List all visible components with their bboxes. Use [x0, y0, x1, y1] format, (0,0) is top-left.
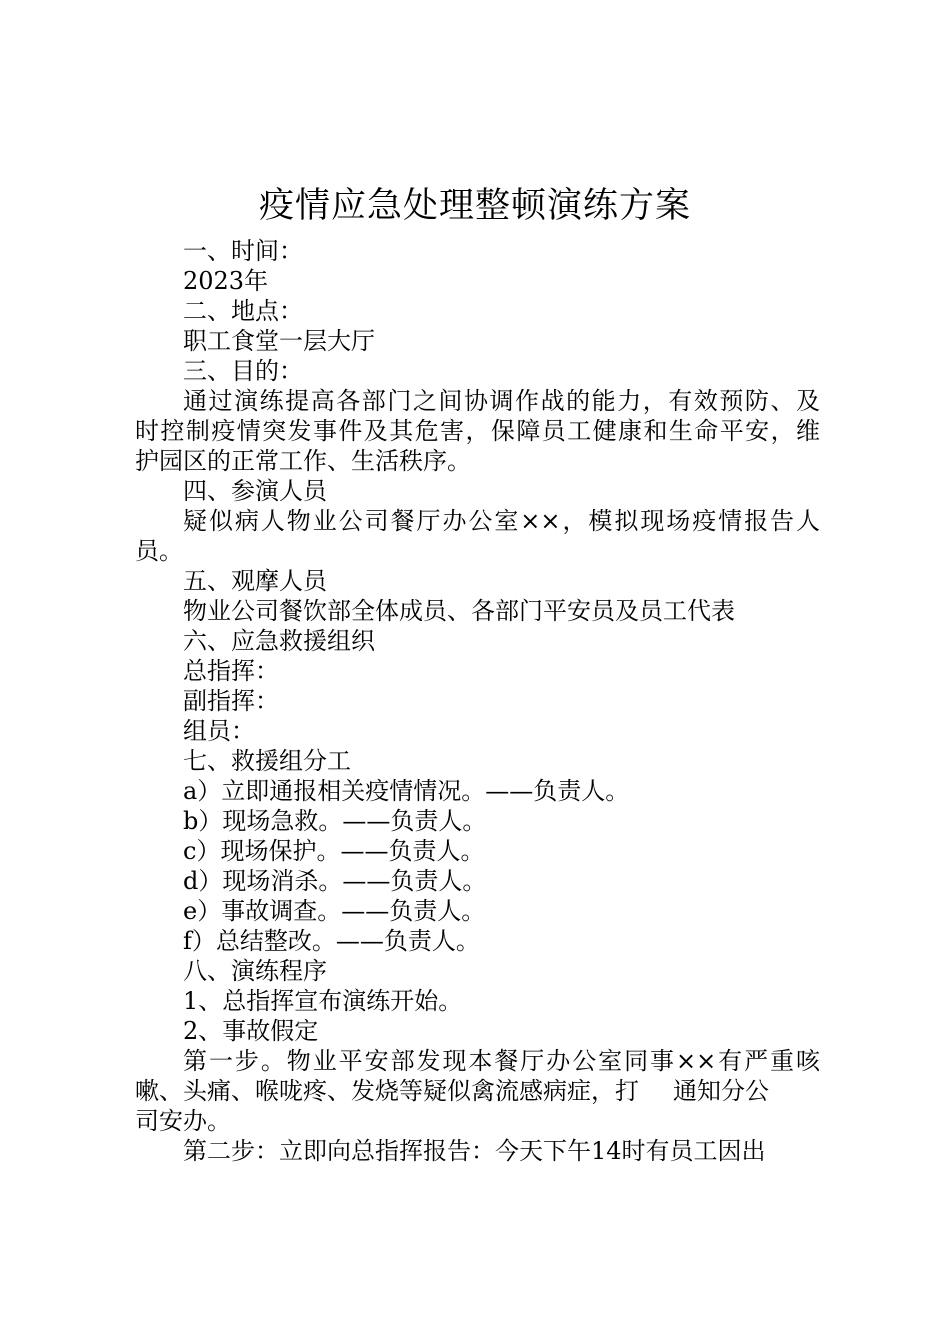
paragraph-purpose-line-3: 护园区的正常工作、生活秩序。 — [135, 447, 471, 475]
document-body — [135, 236, 820, 1166]
list-item-d: d）现场消杀。——负责人。 — [183, 867, 487, 895]
paragraph-time: 2023年 — [183, 267, 269, 295]
paragraph-purpose-line-1: 通过演练提高各部门之间协调作战的能力，有效预防、及 — [183, 387, 820, 415]
paragraph-step-one-line-2 — [135, 1076, 820, 1106]
section-heading-rescue-division: 七、救援组分工 — [183, 747, 351, 775]
list-item-a: a）立即通报相关疫情情况。——负责人。 — [183, 777, 630, 805]
field-deputy-commander: 副指挥： — [183, 687, 279, 715]
list-item-e: e）事故调查。——负责人。 — [183, 897, 486, 925]
section-heading-observers: 五、观摩人员 — [183, 567, 327, 595]
paragraph-step-one-line-1: 第一步。物业平安部发现本餐厅办公室同事××有严重咳 — [183, 1047, 820, 1075]
paragraph-step-two-line-1: 第二步：立即向总指挥报告：今天下午14时有员工因出 — [183, 1137, 766, 1165]
list-item-f: f）总结整改。——负责人。 — [183, 927, 480, 955]
section-heading-location: 二、地点： — [183, 297, 303, 325]
paragraph-observers: 物业公司餐饮部全体成员、各部门平安员及员工代表 — [183, 597, 735, 625]
section-heading-procedure: 八、演练程序 — [183, 957, 327, 985]
step-one-text-part-2: 通知分公 — [673, 1077, 769, 1105]
section-heading-time: 一、时间： — [183, 237, 303, 265]
section-heading-participants: 四、参演人员 — [183, 477, 327, 505]
paragraph-step-one-line-3: 司安办。 — [135, 1107, 231, 1135]
section-heading-rescue-organization: 六、应急救援组织 — [183, 627, 375, 655]
document-title: 疫情应急处理整顿演练方案 — [258, 186, 691, 226]
field-commander-in-chief: 总指挥： — [183, 657, 279, 685]
list-item-b: b）现场急救。——负责人。 — [183, 807, 487, 835]
section-heading-purpose: 三、目的： — [183, 357, 303, 385]
paragraph-participants-line-2: 员。 — [135, 537, 183, 565]
procedure-item-1: 1、总指挥宣布演练开始。 — [183, 987, 463, 1015]
step-one-text-part-1: 嗽、头痛、喉咙疼、发烧等疑似禽流感病症，打 — [135, 1077, 639, 1105]
paragraph-location: 职工食堂一层大厅 — [183, 327, 375, 355]
procedure-item-2: 2、事故假定 — [183, 1017, 319, 1045]
list-item-c: c）现场保护。——负责人。 — [183, 837, 485, 865]
paragraph-purpose-line-2: 时控制疫情突发事件及其危害，保障员工健康和生命平安，维 — [135, 417, 820, 445]
field-team-members: 组员： — [183, 717, 255, 745]
paragraph-participants-line-1: 疑似病人物业公司餐厅办公室××，模拟现场疫情报告人 — [183, 507, 820, 535]
